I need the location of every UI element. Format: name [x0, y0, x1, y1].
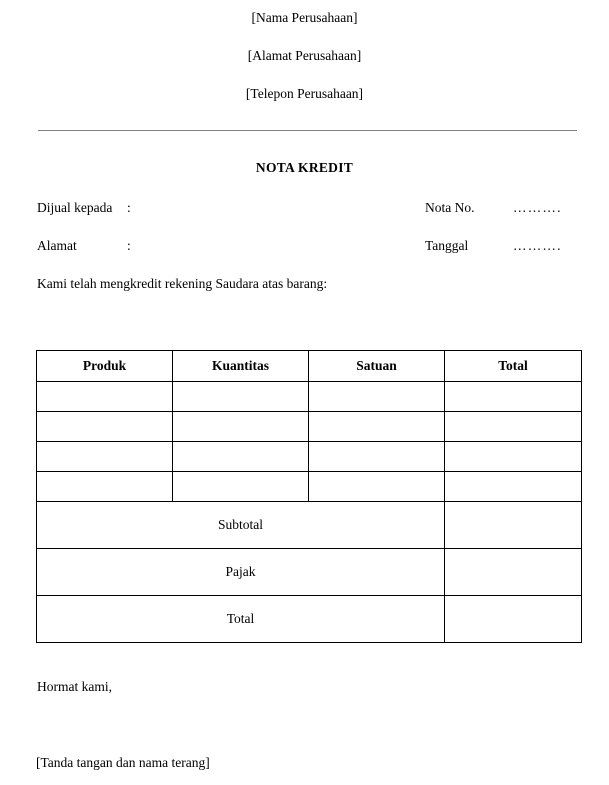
cell-produk[interactable]	[37, 412, 173, 442]
table-head	[37, 351, 582, 382]
cell-total[interactable]	[445, 382, 582, 412]
cell-total[interactable]	[445, 442, 582, 472]
table-header-row	[37, 351, 582, 382]
total-value[interactable]	[445, 596, 582, 643]
cell-kuantitas[interactable]	[173, 412, 309, 442]
page-title: NOTA KREDIT	[255, 160, 354, 175]
column-header-kuantitas: Kuantitas	[173, 351, 309, 382]
cell-total[interactable]	[445, 412, 582, 442]
sold-to-label: Dijual kepada	[37, 200, 113, 215]
subtotal-label: Subtotal	[37, 502, 445, 549]
header-divider	[38, 130, 577, 131]
summary-row-subtotal	[37, 502, 582, 549]
intro-text: Kami telah mengkredit rekening Saudara atas barang:	[37, 276, 328, 291]
address-label: Alamat	[37, 238, 77, 253]
table-row	[37, 472, 582, 502]
company-address-placeholder: [Alamat Perusahaan]	[247, 48, 362, 63]
cell-produk[interactable]	[37, 382, 173, 412]
cell-kuantitas[interactable]	[173, 442, 309, 472]
sold-to-colon: :	[127, 200, 131, 215]
company-name-placeholder: [Nama Perusahaan]	[251, 10, 358, 25]
subtotal-value[interactable]	[445, 502, 582, 549]
note-number-field[interactable]: ……….	[513, 200, 562, 215]
cell-satuan[interactable]	[309, 382, 445, 412]
date-label: Tanggal	[425, 238, 469, 253]
cell-produk[interactable]	[37, 472, 173, 502]
company-header	[0, 8, 609, 103]
cell-produk[interactable]	[37, 442, 173, 472]
tax-value[interactable]	[445, 549, 582, 596]
cell-kuantitas[interactable]	[173, 382, 309, 412]
meta-fields	[37, 199, 577, 275]
summary-row-total	[37, 596, 582, 643]
closing-salutation: Hormat kami,	[37, 679, 112, 694]
table-row	[37, 382, 582, 412]
date-field[interactable]: ……….	[513, 238, 562, 253]
items-table	[36, 350, 582, 643]
cell-total[interactable]	[445, 472, 582, 502]
cell-satuan[interactable]	[309, 412, 445, 442]
signature-placeholder: [Tanda tangan dan nama terang]	[36, 755, 210, 770]
tax-label: Pajak	[37, 549, 445, 596]
column-header-satuan: Satuan	[309, 351, 445, 382]
total-label: Total	[37, 596, 445, 643]
meta-row	[37, 237, 577, 275]
note-number-label: Nota No.	[425, 200, 475, 215]
cell-kuantitas[interactable]	[173, 472, 309, 502]
company-phone-placeholder: [Telepon Perusahaan]	[245, 86, 364, 101]
meta-row	[37, 199, 577, 237]
cell-satuan[interactable]	[309, 472, 445, 502]
summary-row-tax	[37, 549, 582, 596]
address-colon: :	[127, 238, 131, 253]
cell-satuan[interactable]	[309, 442, 445, 472]
table-row	[37, 442, 582, 472]
column-header-produk: Produk	[37, 351, 173, 382]
table-body	[37, 382, 582, 643]
table-row	[37, 412, 582, 442]
column-header-total: Total	[445, 351, 582, 382]
